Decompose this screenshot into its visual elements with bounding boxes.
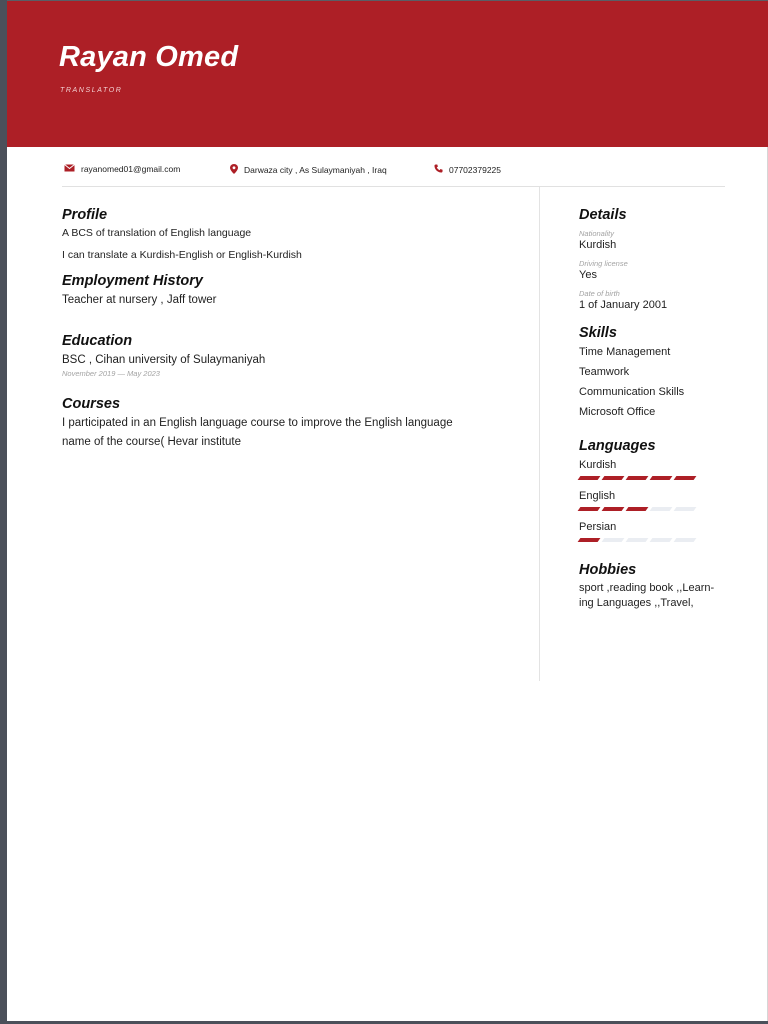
skill-item: Communication Skills: [579, 386, 685, 398]
contact-location: [230, 164, 387, 176]
hobbies-title: Hobbies: [579, 562, 637, 578]
hobbies-section: [579, 562, 729, 609]
candidate-role: TRANSLATOR: [60, 87, 123, 94]
contact-email[interactable]: [64, 164, 180, 174]
education-text: BSC , Cihan university of Sulaymaniyah: [62, 354, 266, 366]
language-level-segment: [650, 538, 673, 542]
courses-title: Courses: [62, 396, 121, 412]
employment-text: Teacher at nursery , Jaff tower: [62, 294, 217, 306]
contact-bar: [62, 161, 725, 187]
hobbies-line-1: sport ,reading book ,,Learn-: [579, 582, 715, 594]
language-level-segment: [602, 476, 625, 480]
language-name: Persian: [579, 521, 617, 533]
column-divider: [539, 187, 540, 681]
language-level-segment: [650, 476, 673, 480]
languages-list: [579, 459, 729, 542]
education-section: [62, 333, 522, 378]
resume-page: [7, 1, 768, 1021]
skill-item: Time Management: [579, 346, 671, 358]
language-level-bar: [579, 507, 729, 511]
contact-phone[interactable]: [434, 164, 501, 175]
language-level-segment: [674, 538, 697, 542]
profile-line-2: I can translate a Kurdish-English or English-Kurdish: [62, 249, 302, 261]
language-item: [579, 490, 729, 511]
skill-item: Microsoft Office: [579, 406, 656, 418]
language-level-segment: [626, 476, 649, 480]
main-column: [62, 207, 522, 451]
profile-title: Profile: [62, 207, 108, 223]
education-title: Education: [62, 333, 133, 349]
resume-header: [7, 1, 768, 147]
skills-section: [579, 325, 729, 418]
language-level-segment: [626, 538, 649, 542]
skill-item: Teamwork: [579, 366, 630, 378]
education-dates: November 2019 — May 2023: [62, 369, 160, 378]
languages-title: Languages: [579, 438, 656, 454]
language-level-bar: [579, 538, 729, 542]
courses-section: [62, 396, 522, 451]
details-title: Details: [579, 207, 627, 223]
courses-line-1: I participated in an English language course to improve the English language: [62, 417, 453, 429]
hobbies-line-2: ing Languages ,,Travel,: [579, 597, 694, 609]
candidate-name: Rayan Omed: [59, 41, 239, 73]
driving-license-value: Yes: [579, 269, 597, 281]
details-section: [579, 207, 729, 311]
language-level-segment: [674, 507, 697, 511]
phone-icon: [434, 164, 449, 175]
courses-line-2: name of the course( Hevar institute: [62, 436, 241, 448]
language-item: [579, 459, 729, 480]
language-level-segment: [674, 476, 697, 480]
side-column: [579, 207, 729, 609]
language-level-segment: [578, 476, 601, 480]
window-left-edge: [0, 0, 7, 1024]
language-name: English: [579, 490, 616, 502]
language-level-segment: [578, 538, 601, 542]
profile-line-1: A BCS of translation of English language: [62, 227, 252, 239]
languages-section: [579, 438, 729, 542]
language-level-segment: [602, 538, 625, 542]
language-level-bar: [579, 476, 729, 480]
mail-icon: [64, 164, 81, 174]
location-pin-icon: [230, 164, 244, 176]
date-of-birth-label: Date of birth: [579, 289, 620, 298]
phone-text: 07702379225: [449, 164, 502, 175]
nationality-value: Kurdish: [579, 239, 617, 251]
employment-title: Employment History: [62, 273, 203, 289]
email-text: rayanomed01@gmail.com: [81, 164, 181, 174]
language-name: Kurdish: [579, 459, 617, 471]
employment-section: [62, 273, 522, 309]
language-item: [579, 521, 729, 542]
language-level-segment: [578, 507, 601, 511]
language-level-segment: [626, 507, 649, 511]
date-of-birth-value: 1 of January 2001: [579, 299, 668, 311]
nationality-label: Nationality: [579, 229, 615, 238]
language-level-segment: [650, 507, 673, 511]
language-level-segment: [602, 507, 625, 511]
profile-section: [62, 207, 522, 261]
driving-license-label: Driving license: [579, 259, 628, 268]
skills-title: Skills: [579, 325, 617, 341]
location-text: Darwaza city , As Sulaymaniyah , Iraq: [244, 165, 387, 175]
